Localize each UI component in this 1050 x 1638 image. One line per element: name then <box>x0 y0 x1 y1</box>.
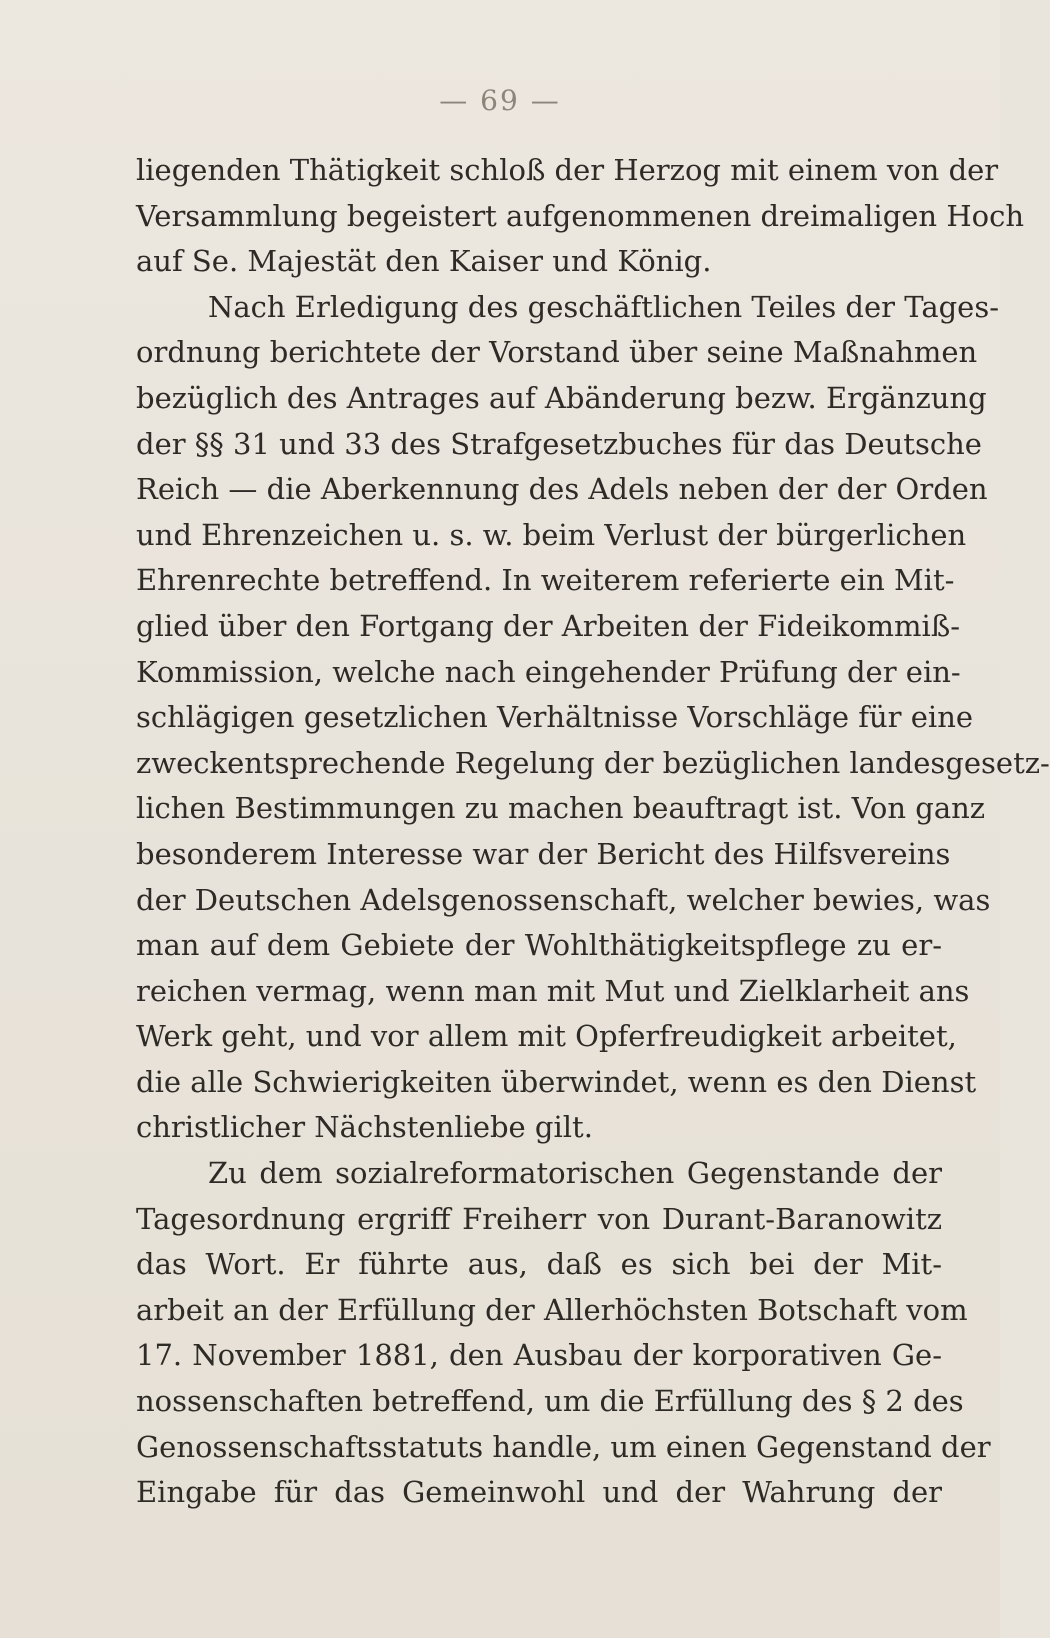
text-line: die alle Schwierigkeiten überwindet, wenn es den Dienst <box>136 1064 977 1099</box>
body-text <box>136 148 1050 1516</box>
text-line: lichen Bestimmungen zu machen beauftragt ist. Von ganz <box>136 791 986 826</box>
text-line: christlicher Nächstenliebe gilt. <box>136 1110 593 1145</box>
text-line: Reich — die Aberkennung des Adels neben der der Orden <box>136 472 988 507</box>
text-line: Genossenschaftsstatuts handle, um einen Gegenstand der <box>136 1429 991 1464</box>
text-line: Werk geht, und vor allem mit Opferfreudigkeit arbeitet, <box>136 1019 957 1054</box>
text-line: Eingabe für das Gemeinwohl und der Wahrung der <box>136 1475 942 1510</box>
text-line: reichen vermag, wenn man mit Mut und Zielklarheit ans <box>136 973 970 1008</box>
text-line: schlägigen gesetzlichen Verhältnisse Vorschläge für eine <box>136 700 974 735</box>
text-line: Versammlung begeistert aufgenommenen dreimaligen Hoch <box>136 198 1024 233</box>
text-line: auf Se. Majestät den Kaiser und König. <box>136 244 712 279</box>
text-line: bezüglich des Antrages auf Abänderung bezw. Ergänzung <box>136 380 987 415</box>
text-line: der §§ 31 und 33 des Strafgesetzbuches für das Deutsche <box>136 426 982 461</box>
text-line: nossenschaften betreffend, um die Erfüllung des § 2 des <box>136 1384 964 1419</box>
text-line: Ehrenrechte betreffend. In weiterem referierte ein Mit- <box>136 563 955 598</box>
text-line: arbeit an der Erfüllung der Allerhöchsten Botschaft vom <box>136 1292 968 1327</box>
text-line: liegenden Thätigkeit schloß der Herzog mit einem von der <box>136 153 999 187</box>
text-line: Tagesordnung ergriff Freiherr von Durant-Baranowitz <box>136 1201 942 1236</box>
text-line: man auf dem Gebiete der Wohlthätigkeitspflege zu er- <box>136 928 942 963</box>
page-number: — 69 — <box>439 84 561 117</box>
text-line: und Ehrenzeichen u. s. w. beim Verlust der bürgerlichen <box>136 517 967 552</box>
paragraph-start-line: Nach Erledigung des geschäftlichen Teiles der Tages- <box>208 289 1000 324</box>
text-line: besonderem Interesse war der Bericht des Hilfsvereins <box>136 836 951 871</box>
text-line: glied über den Fortgang der Arbeiten der Fideikommiß- <box>136 608 960 643</box>
text-line: Kommission, welche nach eingehender Prüfung der ein- <box>136 654 961 689</box>
text-line: 17. November 1881, den Ausbau der korporativen Ge- <box>136 1338 942 1373</box>
text-line: der Deutschen Adelsgenossenschaft, welcher bewies, was <box>136 882 991 917</box>
text-line: das Wort. Er führte aus, daß es sich bei der Mit- <box>136 1247 942 1282</box>
text-line: zweckentsprechende Regelung der bezüglichen landesgesetz- <box>136 745 1050 780</box>
text-line: ordnung berichtete der Vorstand über seine Maßnahmen <box>136 335 978 370</box>
paragraph-start-line: Zu dem sozialreformatorischen Gegenstande der <box>208 1156 942 1191</box>
